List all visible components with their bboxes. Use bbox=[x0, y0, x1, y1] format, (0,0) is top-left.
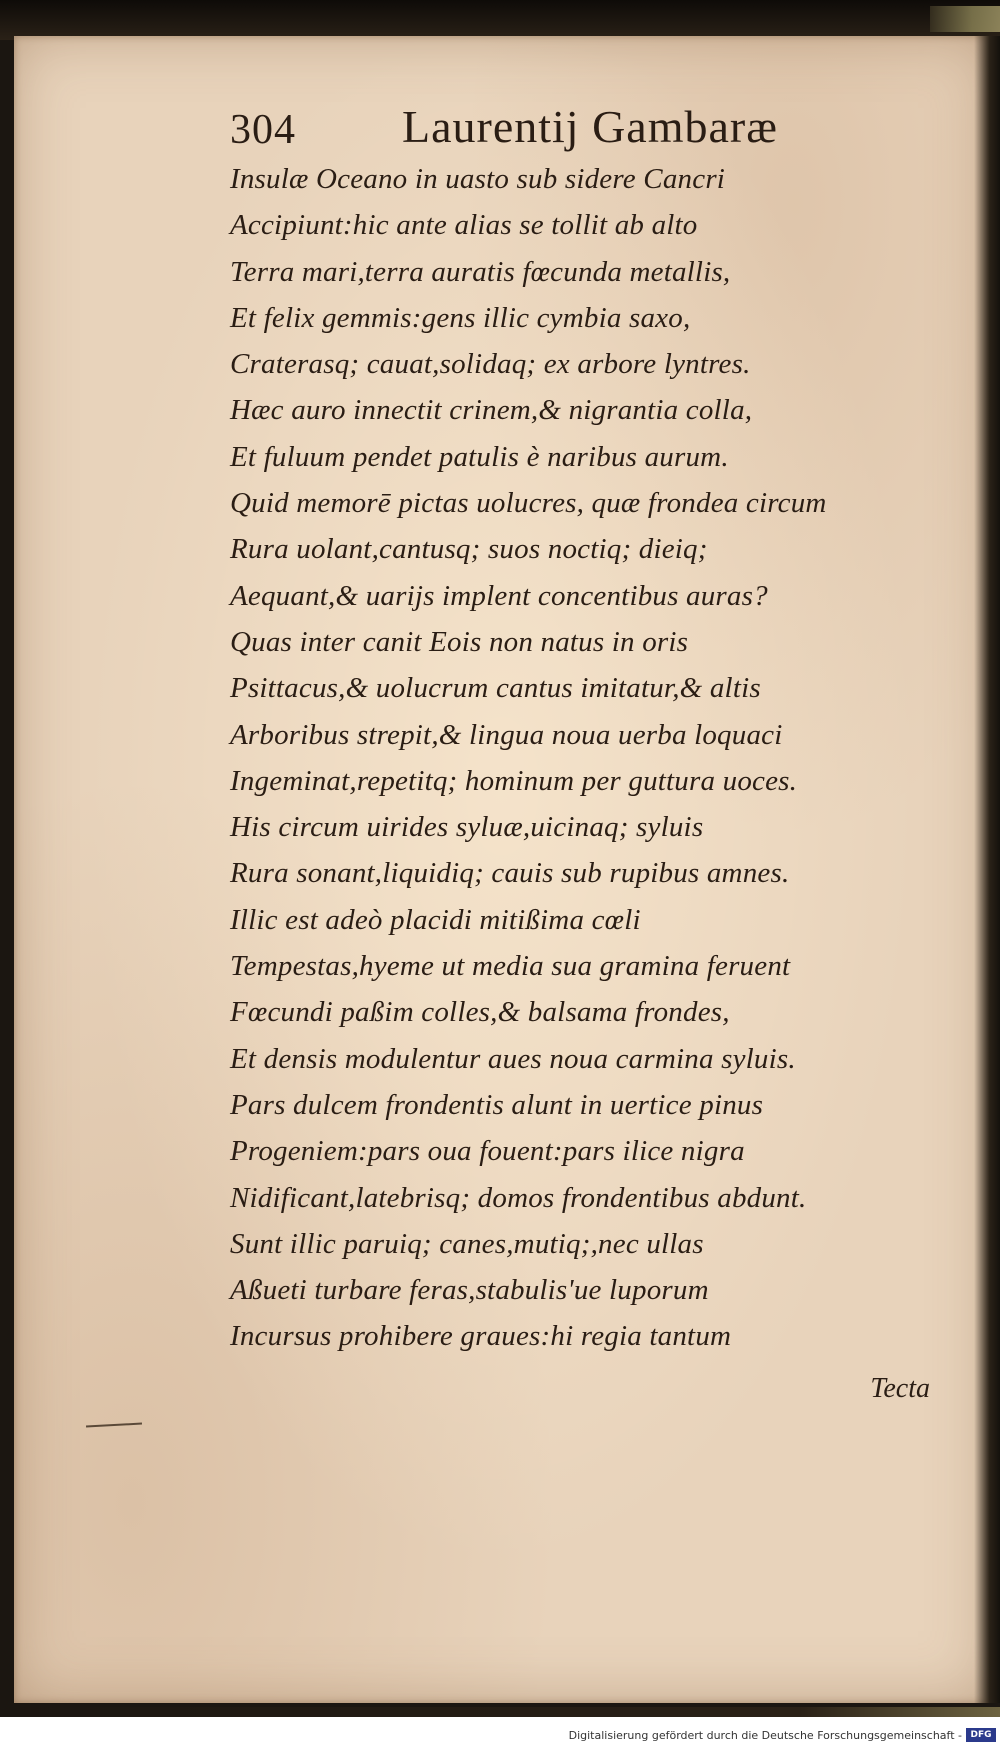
verse-line: Hæc auro innectit crinem,& nigrantia colla, bbox=[230, 394, 753, 427]
verse-line: Et felix gemmis:gens illic cymbia saxo, bbox=[230, 301, 691, 334]
verse-line: Quas inter canit Eois non natus in oris bbox=[230, 625, 689, 658]
verse-line: Rura sonant,liquidiq; cauis sub rupibus amnes. bbox=[230, 857, 790, 890]
verse-line: Progeniem:pars oua fouent:pars ilice nigra bbox=[230, 1135, 745, 1168]
verse-line: Craterasq; cauat,solidaq; ex arbore lyntres. bbox=[230, 348, 751, 381]
gilt-edge bbox=[930, 6, 1000, 32]
verse-line: Nidificant,latebrisq; domos frondentibus abdunt. bbox=[230, 1181, 807, 1214]
verse-line: Psittacus,& uolucrum cantus imitatur,& altis bbox=[230, 672, 761, 705]
page-number: 304 bbox=[230, 107, 296, 153]
verse-line: Aßueti turbare feras,stabulis'ue luporum bbox=[230, 1274, 709, 1307]
verse-text bbox=[230, 156, 950, 1360]
verse-line: Arboribus strepit,& lingua noua uerba loquaci bbox=[230, 718, 783, 751]
verse-line: Et densis modulentur aues noua carmina syluis. bbox=[230, 1042, 796, 1075]
verse-line: Tempestas,hyeme ut media sua gramina feruent bbox=[230, 950, 791, 983]
verse-line: Fœcundi paßim colles,& balsama frondes, bbox=[230, 996, 730, 1029]
running-title: Laurentij Gambaræ bbox=[402, 101, 778, 152]
verse-line: Terra mari,terra auratis fœcunda metallis, bbox=[230, 255, 731, 288]
verse-line: Insulæ Oceano in uasto sub sidere Cancri bbox=[230, 163, 726, 195]
verse-line: His circum uirides syluæ,uicinaq; syluis bbox=[230, 811, 704, 844]
page-header bbox=[230, 100, 870, 160]
dfg-logo: DFG bbox=[966, 1728, 996, 1742]
funding-credit: Digitalisierung gefördert durch die Deutsche Forschungsgemeinschaft - bbox=[568, 1729, 962, 1742]
verse-line: Et fuluum pendet patulis è naribus aurum. bbox=[230, 440, 729, 473]
digitization-footer bbox=[0, 1707, 1000, 1753]
book-top-edge bbox=[0, 0, 1000, 40]
verse-line: Ingeminat,repetitq; hominum per guttura uoces. bbox=[230, 764, 798, 797]
verse-line: Accipiunt:hic ante alias se tollit ab alto bbox=[230, 209, 698, 242]
book-bottom-edge bbox=[0, 1707, 1000, 1717]
verse-line: Sunt illic paruiq; canes,mutiq;,nec ullas bbox=[230, 1227, 704, 1260]
verse-line: Aequant,& uarijs implent concentibus auras? bbox=[230, 579, 768, 612]
verse-line: Quid memorē pictas uolucres, quæ frondea circum bbox=[230, 487, 827, 520]
verse-line: Incursus prohibere graues:hi regia tantum bbox=[230, 1320, 732, 1353]
verse-line: Illic est adeò placidi mitißima cœli bbox=[230, 903, 641, 936]
verse-line: Rura uolant,cantusq; suos noctiq; dieiq; bbox=[230, 533, 708, 566]
verse-line: Pars dulcem frondentis alunt in uertice pinus bbox=[230, 1088, 764, 1121]
catchword: Tecta bbox=[870, 1373, 930, 1404]
page-gutter bbox=[974, 36, 1000, 1703]
